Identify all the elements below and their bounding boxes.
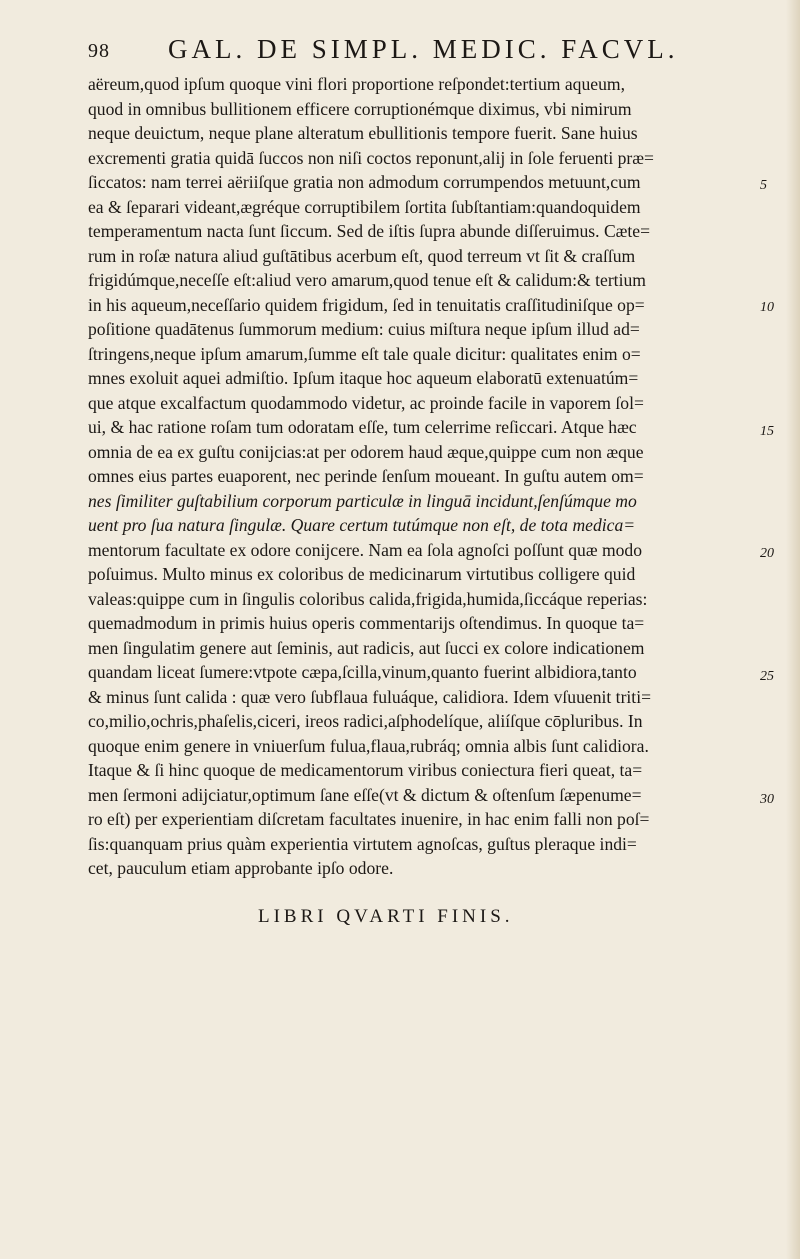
- text-line: aëreum,quod ipſum quoque vini flori proportione reſpondet:tertium aqueum,: [88, 74, 625, 94]
- margin-line-number: 25: [760, 669, 774, 684]
- text-line: ro eſt) per experientiam diſcretam facultates inuenire, in hac enim falli non poſ=: [88, 809, 650, 829]
- text-line: mnes exoluit aquei admiſtio. Ipſum itaque hoc aqueum elaboratū extenuatúm=: [88, 368, 639, 388]
- text-line: ſiccatos: nam terrei aëriiſque gratia non admodum corrumpendos metuunt,cum: [88, 172, 641, 192]
- margin-line-number: 5: [760, 178, 767, 193]
- text-line: ea & ſeparari videant,ægréque corruptibilem ſortita ſubſtantiam:quandoquidem: [88, 196, 641, 217]
- text-line: ſtringens,neque ipſum amarum,ſumme eſt tale quale dicitur: qualitates enim o=: [88, 343, 641, 364]
- text-line: omnes eius partes euaporent, nec perinde ſenſum moueant. In guſtu autem om=: [88, 466, 644, 486]
- text-line: quoque enim genere in vniuerſum fulua,flaua,rubráq; omnia albis ſunt calidiora.: [88, 735, 649, 756]
- text-line: quod in omnibus bullitionem efficere corruptionémque diximus, vbi nimirum: [88, 98, 632, 119]
- text-line: quemadmodum in primis huius operis commentarijs oſtendimus. In quoque ta=: [88, 613, 645, 633]
- text-line: men ſermoni adijciatur,optimum ſane eſſe(vt & dictum & oſtenſum ſæpenume=: [88, 784, 642, 805]
- text-line: uent pro ſua natura ſingulæ. Quare certum tutúmque non eſt, de tota medica=: [88, 515, 636, 535]
- text-line: rum in roſæ natura aliud guſtātibus acerbum eſt, quod terreum vt ſit & craſſum: [88, 245, 636, 266]
- text-line: ſis:quanquam prius quàm experientia virtutem agnoſcas, guſtus pleraque indi=: [88, 833, 637, 854]
- colophon: LIBRI QVARTI FINIS.: [258, 906, 514, 927]
- running-title: GAL. DE SIMPL. MEDIC. FACVL.: [168, 34, 679, 64]
- page-header: [88, 34, 688, 66]
- margin-line-number: 20: [760, 546, 774, 561]
- margin-line-number: 10: [760, 300, 774, 315]
- text-line: frigidúmque,neceſſe eſt:aliud vero amarum,quod tenue eſt & calidum:& tertium: [88, 270, 646, 290]
- text-line: poſuimus. Multo minus ex coloribus de medicinarum virtutibus colligere quid: [88, 564, 636, 584]
- text-line: quandam liceat ſumere:vtpote cæpa,ſcilla,vinum,quanto fuerint albidiora,tanto: [88, 662, 637, 682]
- text-line: nes ſimiliter guſtabilium corporum particulæ in linguā incidunt,ſenſúmque mo: [88, 490, 637, 511]
- text-line: in his aqueum,neceſſario quidem frigidum, ſed in tenuitatis craſſitudiniſque op=: [88, 294, 645, 315]
- text-line: valeas:quippe cum in ſingulis coloribus calida,frigida,humida,ſiccáque reperias:: [88, 588, 648, 609]
- text-line: omnia de ea ex guſtu conijcias:at per odorem haud æque,quippe cum non æque: [88, 441, 644, 462]
- margin-line-number: 15: [760, 424, 774, 439]
- margin-line-number: 30: [760, 792, 774, 807]
- text-line: co,milio,ochris,phaſelis,ciceri, ireos radici,aſphodelíque, aliíſque cōpluribus. In: [88, 711, 643, 731]
- text-line: men ſingulatim genere aut ſeminis, aut radicis, aut ſucci ex colore indicationem: [88, 637, 645, 658]
- text-line: excrementi gratia quidā ſuccos non niſi coctos reponunt,alij in ſole feruenti præ=: [88, 147, 654, 168]
- text-line: mentorum facultate ex odore conijcere. Nam ea ſola agnoſci poſſunt quæ modo: [88, 539, 643, 560]
- text-line: Itaque & ſi hinc quoque de medicamentorum viribus coniectura fieri queat, ta=: [88, 760, 643, 780]
- page-edge-shadow: [786, 0, 800, 1259]
- text-line: ui, & hac ratione roſam tum odoratam eſſe, tum celerrime reſiccari. Atque hæc: [88, 417, 637, 437]
- page-number: 98: [88, 40, 110, 62]
- text-line: & minus ſunt calida : quæ vero ſubflaua fuluáque, calidiora. Idem vſuuenit triti=: [88, 686, 652, 707]
- text-line: neque deuictum, neque plane alteratum ebullitionis tempore fuerit. Sane huius: [88, 123, 638, 143]
- text-line: temperamentum nacta ſunt ſiccum. Sed de iſtis ſupra abunde diſſeruimus. Cæte=: [88, 221, 651, 241]
- text-line: cet, pauculum etiam approbante ipſo odore.: [88, 858, 394, 878]
- text-line: poſitione quadātenus ſummorum medium: cuius miſtura neque ipſum illud ad=: [88, 319, 640, 339]
- text-line: que atque excalfactum quodammodo videtur, ac proinde facile in vaporem ſol=: [88, 392, 644, 413]
